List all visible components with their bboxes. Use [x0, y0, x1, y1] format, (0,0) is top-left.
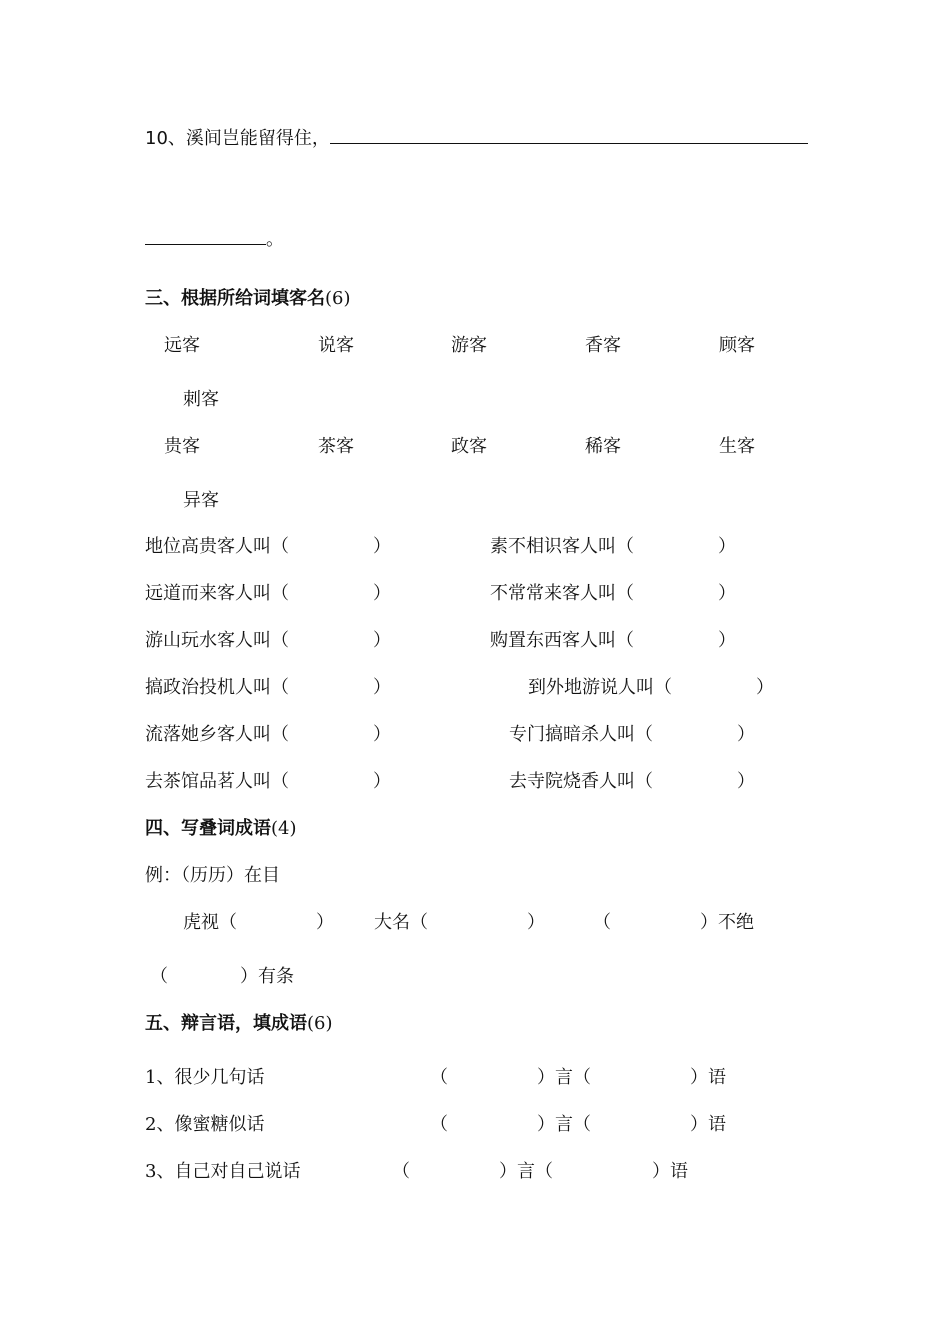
item-right-close: ）: [737, 771, 755, 792]
question-number: 10、: [145, 128, 186, 149]
answer-blank-short[interactable]: [145, 226, 266, 245]
item-right-text: 不常常来客人叫（: [490, 583, 634, 604]
bracket-mid: ）言（: [537, 1067, 591, 1088]
item-right-text: 去寺院烧香人叫（: [509, 771, 653, 792]
section-4-heading: [145, 817, 297, 841]
section-3-heading: [145, 287, 351, 311]
bracket-close: ）语: [690, 1067, 726, 1088]
idiom-4-close: ）有条: [240, 966, 294, 987]
word-guke: 顾客: [719, 335, 755, 356]
item-left-close: ）: [373, 677, 391, 698]
idiom-4-open: （: [150, 966, 168, 987]
word-cike: 刺客: [183, 389, 219, 410]
word-shuike: 说客: [318, 335, 354, 356]
word-yike: 异客: [183, 490, 219, 511]
item-left-text: 地位高贵客人叫（: [145, 536, 289, 557]
word-yuanke: 远客: [164, 335, 200, 356]
item-left-close: ）: [373, 536, 391, 557]
word-shengke: 生客: [719, 436, 755, 457]
section-5-heading: [145, 1012, 333, 1036]
question-label: 3、自己对自己说话: [145, 1161, 301, 1182]
question-10-continuation: [145, 226, 284, 250]
word-zhengke: 政客: [451, 436, 487, 457]
word-chake: 茶客: [318, 436, 354, 457]
idiom-1-close: ）: [316, 912, 334, 933]
item-left-text: 去茶馆品茗人叫（: [145, 771, 289, 792]
item-right-text: 到外地游说人叫（: [528, 677, 672, 698]
idiom-3-open: （: [593, 912, 611, 933]
question-text: 溪间岂能留得住，: [185, 128, 330, 149]
word-youke: 游客: [451, 335, 487, 356]
item-left-close: ）: [373, 630, 391, 651]
bracket-open: （: [430, 1114, 448, 1135]
section-score: (4): [271, 818, 297, 839]
question-10: [145, 125, 808, 149]
item-left-text: 游山玩水客人叫（: [145, 630, 289, 651]
question-label: 2、像蜜糖似话: [145, 1114, 265, 1135]
idiom-1-open: 虎视（: [183, 912, 237, 933]
item-left-text: 搞政治投机人叫（: [145, 677, 289, 698]
word-xiangke: 香客: [585, 335, 621, 356]
section-score: (6): [325, 288, 351, 309]
word-guike: 贵客: [164, 436, 200, 457]
end-mark: 。: [266, 229, 284, 250]
item-right-text: 素不相识客人叫（: [490, 536, 634, 557]
bracket-close: ）语: [690, 1114, 726, 1135]
question-label: 1、很少几句话: [145, 1067, 265, 1088]
answer-blank-long[interactable]: [330, 125, 808, 144]
item-right-text: 专门搞暗杀人叫（: [509, 724, 653, 745]
bracket-close: ）语: [652, 1161, 688, 1182]
section-title: 三、根据所给词填客名: [145, 288, 325, 309]
idiom-2-open: 大名（: [374, 912, 428, 933]
bracket-mid: ）言（: [499, 1161, 553, 1182]
item-right-close: ）: [718, 536, 736, 557]
bracket-open: （: [392, 1161, 410, 1182]
example-line: 例：（历历）在目: [145, 865, 280, 886]
bracket-open: （: [430, 1067, 448, 1088]
item-left-text: 远道而来客人叫（: [145, 583, 289, 604]
section-title: 四、写叠词成语: [145, 818, 271, 839]
idiom-2-close: ）: [527, 912, 545, 933]
item-right-close: ）: [756, 677, 774, 698]
item-left-close: ）: [373, 771, 391, 792]
item-right-close: ）: [737, 724, 755, 745]
item-right-close: ）: [718, 583, 736, 604]
item-right-text: 购置东西客人叫（: [490, 630, 634, 651]
idiom-3-close: ）不绝: [700, 912, 754, 933]
section-score: (6): [307, 1013, 333, 1034]
item-left-close: ）: [373, 583, 391, 604]
item-left-close: ）: [373, 724, 391, 745]
word-xike: 稀客: [585, 436, 621, 457]
item-left-text: 流落她乡客人叫（: [145, 724, 289, 745]
item-right-close: ）: [718, 630, 736, 651]
bracket-mid: ）言（: [537, 1114, 591, 1135]
section-title: 五、辩言语，填成语: [145, 1013, 307, 1034]
